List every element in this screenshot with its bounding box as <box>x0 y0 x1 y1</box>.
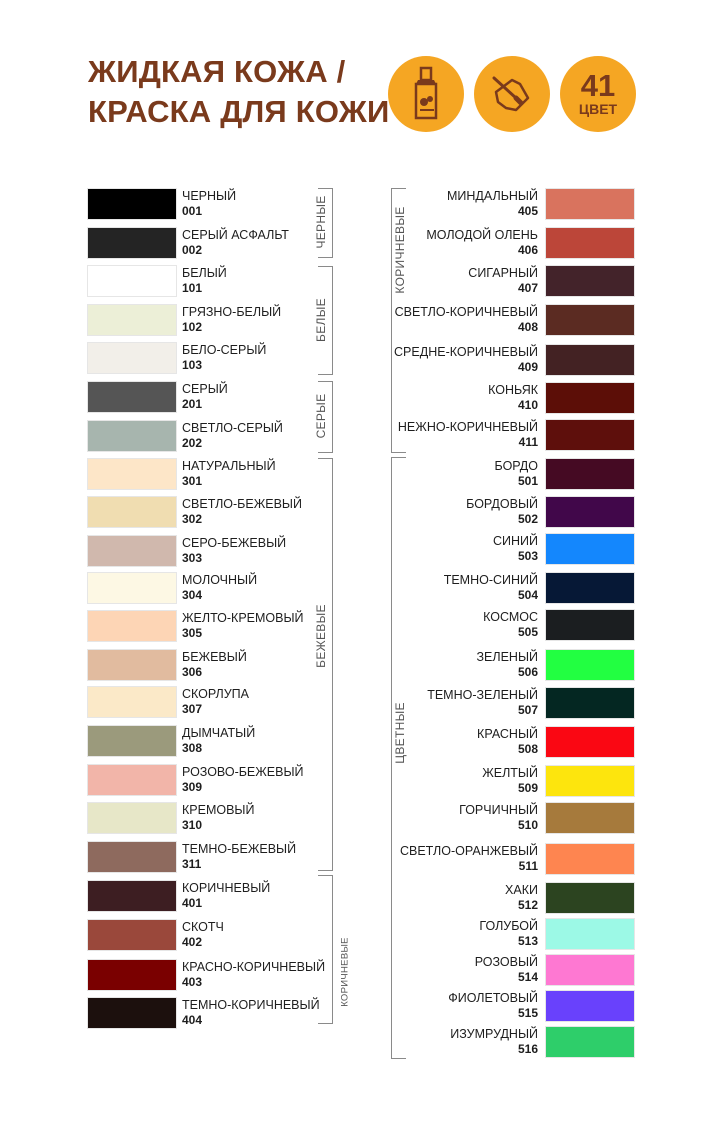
color-code: 307 <box>182 702 203 716</box>
color-code: 512 <box>517 898 538 912</box>
color-code: 507 <box>517 703 538 717</box>
color-swatch-503 <box>545 533 635 565</box>
color-label-411 <box>398 420 538 450</box>
color-code: 405 <box>517 204 538 218</box>
color-name: КРАСНО-КОРИЧНЕВЫЙ <box>182 960 326 974</box>
color-name: СКОТЧ <box>182 920 224 934</box>
color-name: СЕРЫЙ <box>182 382 228 396</box>
bottle-icon <box>404 66 448 122</box>
color-code: 406 <box>517 243 538 257</box>
color-swatch-301 <box>87 458 177 490</box>
color-count-unit: ЦВЕТ <box>578 101 618 117</box>
color-swatch-401 <box>87 880 177 912</box>
color-label-311 <box>182 842 296 872</box>
color-label-504 <box>444 573 538 603</box>
color-code: 102 <box>182 320 203 334</box>
color-code: 311 <box>182 857 202 871</box>
color-code: 510 <box>517 818 538 832</box>
color-name: ГОЛУБОЙ <box>479 919 538 933</box>
color-swatch-501 <box>545 458 635 490</box>
color-swatch-409 <box>545 344 635 376</box>
color-label-405 <box>447 189 538 219</box>
color-swatch-511 <box>545 843 635 875</box>
color-label-507 <box>427 688 538 718</box>
color-name: БЕЛЫЙ <box>182 266 227 280</box>
color-swatch-402 <box>87 919 177 951</box>
color-swatch-303 <box>87 535 177 567</box>
color-label-302 <box>182 497 302 527</box>
color-name: СВЕТЛО-ОРАНЖЕВЫЙ <box>399 844 538 858</box>
color-swatch-404 <box>87 997 177 1029</box>
color-name: СИГАРНЫЙ <box>468 266 538 280</box>
color-count-number: 41 <box>580 68 616 103</box>
brown-left-group-bracket <box>318 875 333 1024</box>
title-line-2: КРАСКА ДЛЯ КОЖИ <box>88 94 390 129</box>
color-name: МИНДАЛЬНЫЙ <box>447 189 538 203</box>
color-code: 103 <box>182 358 203 372</box>
color-code: 407 <box>517 281 538 295</box>
color-name: БОРДОВЫЙ <box>466 497 538 511</box>
color-swatch-411 <box>545 419 635 451</box>
color-code: 408 <box>517 320 538 334</box>
color-name: БОРДО <box>494 459 538 473</box>
color-name: РОЗОВЫЙ <box>474 955 538 969</box>
color-label-304 <box>182 573 257 603</box>
color-name: МОЛОДОЙ ОЛЕНЬ <box>426 228 538 242</box>
color-name: ТЕМНО-ЗЕЛЕНЫЙ <box>427 688 538 702</box>
color-swatch-002 <box>87 227 177 259</box>
color-swatch-506 <box>545 649 635 681</box>
color-name: СВЕТЛО-КОРИЧНЕВЫЙ <box>394 305 538 319</box>
color-name: РОЗОВО-БЕЖЕВЫЙ <box>182 765 304 779</box>
color-swatch-305 <box>87 610 177 642</box>
color-swatch-512 <box>545 882 635 914</box>
color-code: 401 <box>182 896 203 910</box>
color-label-202 <box>182 421 283 451</box>
color-label-102 <box>182 305 281 335</box>
color-code: 101 <box>182 281 203 295</box>
color-swatch-101 <box>87 265 177 297</box>
color-label-401 <box>182 881 270 911</box>
color-code: 506 <box>517 665 538 679</box>
color-code: 402 <box>182 935 203 949</box>
color-name: ЖЕЛТЫЙ <box>482 766 538 780</box>
color-name: СЕРО-БЕЖЕВЫЙ <box>182 536 287 550</box>
color-code: 403 <box>182 975 203 989</box>
color-label-201 <box>182 382 228 412</box>
color-swatch-309 <box>87 764 177 796</box>
color-swatch-502 <box>545 496 635 528</box>
color-code: 001 <box>182 204 203 218</box>
color-code: 305 <box>182 626 203 640</box>
color-label-515 <box>448 991 538 1021</box>
color-label-307 <box>182 687 249 717</box>
color-name: ФИОЛЕТОВЫЙ <box>448 991 538 1005</box>
color-swatch-504 <box>545 572 635 604</box>
color-name: СВЕТЛО-СЕРЫЙ <box>182 421 283 435</box>
color-label-402 <box>182 920 224 950</box>
color-swatch-310 <box>87 802 177 834</box>
color-name: МОЛОЧНЫЙ <box>182 573 258 587</box>
color-swatch-307 <box>87 686 177 718</box>
color-code: 306 <box>182 665 203 679</box>
color-code: 303 <box>182 551 203 565</box>
color-label-506 <box>476 650 538 680</box>
color-label-303 <box>182 536 286 566</box>
color-count-badge <box>560 56 636 132</box>
color-name: НЕЖНО-КОРИЧНЕВЫЙ <box>397 420 538 434</box>
color-name: СРЕДНЕ-КОРИЧНЕВЫЙ <box>394 345 538 359</box>
color-swatch-410 <box>545 382 635 414</box>
color-name: КОСМОС <box>483 610 538 624</box>
color-code: 508 <box>517 742 538 756</box>
color-name: ДЫМЧАТЫЙ <box>182 726 256 740</box>
color-label-001 <box>182 189 236 219</box>
color-label-509 <box>482 766 538 796</box>
color-swatch-509 <box>545 765 635 797</box>
color-label-408 <box>395 305 538 335</box>
color-swatch-304 <box>87 572 177 604</box>
color-label-103 <box>182 343 266 373</box>
color-code: 502 <box>517 512 538 526</box>
color-name: ЧЕРНЫЙ <box>182 189 237 203</box>
color-label-404 <box>182 998 320 1028</box>
color-swatch-202 <box>87 420 177 452</box>
bottle-badge <box>388 56 464 132</box>
color-code: 404 <box>182 1013 203 1027</box>
color-label-511 <box>400 844 538 874</box>
color-name: КОРИЧНЕВЫЙ <box>182 881 271 895</box>
color-label-505 <box>483 610 538 640</box>
color-swatch-306 <box>87 649 177 681</box>
color-code: 002 <box>182 243 203 257</box>
color-swatch-001 <box>87 188 177 220</box>
color-name: ГРЯЗНО-БЕЛЫЙ <box>182 305 282 319</box>
color-swatch-311 <box>87 841 177 873</box>
color-swatch-408 <box>545 304 635 336</box>
leather-badge <box>474 56 550 132</box>
color-name: ХАКИ <box>505 883 538 897</box>
color-swatch-403 <box>87 959 177 991</box>
color-code: 308 <box>182 741 203 755</box>
color-code: 514 <box>517 970 538 984</box>
color-code: 302 <box>182 512 203 526</box>
color-swatch-201 <box>87 381 177 413</box>
color-name: СВЕТЛО-БЕЖЕВЫЙ <box>182 497 302 511</box>
color-code: 409 <box>517 360 538 374</box>
color-label-308 <box>182 726 255 756</box>
color-label-407 <box>468 266 538 296</box>
color-label-306 <box>182 650 247 680</box>
color-swatch-515 <box>545 990 635 1022</box>
color-swatch-406 <box>545 227 635 259</box>
color-code: 411 <box>518 435 538 449</box>
color-code: 511 <box>518 859 538 873</box>
color-label-301 <box>182 459 276 489</box>
color-code: 310 <box>182 818 203 832</box>
color-swatch-102 <box>87 304 177 336</box>
color-code: 501 <box>517 474 538 488</box>
color-swatch-516 <box>545 1026 635 1058</box>
color-swatch-103 <box>87 342 177 374</box>
color-swatch-508 <box>545 726 635 758</box>
leather-icon <box>486 68 538 120</box>
color-swatch-513 <box>545 918 635 950</box>
color-label-513 <box>479 919 538 949</box>
color-label-508 <box>477 727 538 757</box>
color-name: СКОРЛУПА <box>182 687 249 701</box>
color-swatch-407 <box>545 265 635 297</box>
color-label-310 <box>182 803 254 833</box>
color-label-101 <box>182 266 227 296</box>
color-swatch-514 <box>545 954 635 986</box>
color-label-503 <box>493 534 538 564</box>
color-label-502 <box>466 497 538 527</box>
color-code: 509 <box>517 781 538 795</box>
title-line-1: ЖИДКАЯ КОЖА / <box>88 54 346 89</box>
color-label-512 <box>505 883 538 913</box>
color-name: ЗЕЛЕНЫЙ <box>476 650 538 664</box>
color-label-002 <box>182 228 289 258</box>
color-code: 201 <box>182 397 203 411</box>
color-code: 513 <box>517 934 538 948</box>
color-swatch-507 <box>545 687 635 719</box>
color-name: КОНЬЯК <box>488 383 538 397</box>
color-name: ТЕМНО-БЕЖЕВЫЙ <box>182 842 297 856</box>
color-label-410 <box>488 383 538 413</box>
color-label-309 <box>182 765 304 795</box>
color-name: ТЕМНО-КОРИЧНЕВЫЙ <box>182 998 320 1012</box>
color-swatch-302 <box>87 496 177 528</box>
color-name: КРЕМОВЫЙ <box>182 803 255 817</box>
color-label-403 <box>182 960 325 990</box>
color-code: 304 <box>182 588 203 602</box>
color-code: 503 <box>517 549 538 563</box>
color-name: КРАСНЫЙ <box>477 727 538 741</box>
color-name: ИЗУМРУДНЫЙ <box>450 1027 538 1041</box>
color-swatch-505 <box>545 609 635 641</box>
color-label-305 <box>182 611 304 641</box>
color-label-409 <box>394 345 538 375</box>
color-name: СЕРЫЙ АСФАЛЬТ <box>182 228 289 242</box>
color-code: 515 <box>517 1006 538 1020</box>
color-name: НАТУРАЛЬНЫЙ <box>182 459 276 473</box>
color-code: 301 <box>182 474 203 488</box>
color-label-514 <box>475 955 538 985</box>
color-name: ГОРЧИЧНЫЙ <box>459 803 538 817</box>
color-name: ТЕМНО-СИНИЙ <box>443 573 538 587</box>
color-label-406 <box>426 228 538 258</box>
color-swatch-308 <box>87 725 177 757</box>
color-code: 309 <box>182 780 203 794</box>
color-swatch-405 <box>545 188 635 220</box>
color-code: 410 <box>517 398 538 412</box>
color-code: 505 <box>517 625 538 639</box>
color-code: 504 <box>517 588 538 602</box>
color-label-516 <box>450 1027 538 1057</box>
color-name: СИНИЙ <box>492 534 538 548</box>
color-name: ЖЕЛТО-КРЕМОВЫЙ <box>182 611 304 625</box>
color-code: 202 <box>182 436 203 450</box>
color-name: БЕЖЕВЫЙ <box>182 650 247 664</box>
page-title <box>88 52 389 132</box>
color-code: 516 <box>517 1042 538 1056</box>
color-label-510 <box>459 803 538 833</box>
color-swatch-510 <box>545 802 635 834</box>
color-name: БЕЛО-СЕРЫЙ <box>182 343 267 357</box>
color-label-501 <box>495 459 538 489</box>
